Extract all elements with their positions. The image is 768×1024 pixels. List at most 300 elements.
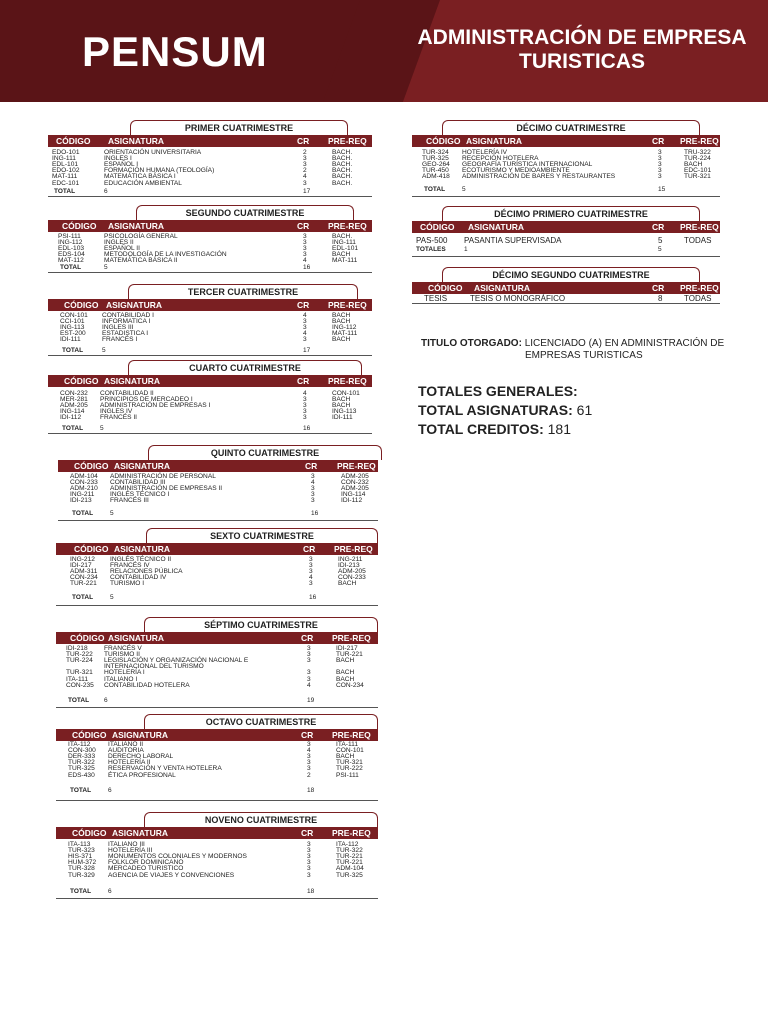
column-header-prereq: PRE-REQ: [680, 222, 719, 232]
cell-prereq: BACH: [332, 318, 351, 326]
column-header-prereq: PRE-REQ: [328, 300, 367, 310]
cell-subject: FORMACIÓN HUMANA (TEOLOGÍA): [104, 167, 215, 175]
column-header-code: CÓDIGO: [64, 376, 99, 386]
cell-code: ADM-205: [60, 402, 88, 410]
cell-prereq: TUR-221: [336, 853, 363, 861]
cell-prereq: ADM-205: [341, 473, 369, 480]
cell-cr: 3: [303, 318, 307, 326]
column-header-code: CÓDIGO: [64, 300, 99, 310]
column-header-cr: CR: [301, 730, 314, 740]
cell-code: IDI-112: [60, 414, 82, 422]
block-bottom-line: [412, 256, 720, 257]
total-credits: 17: [303, 347, 311, 354]
semester-title: DÉCIMO PRIMERO CUATRIMESTRE: [442, 206, 700, 221]
cell-code: ITA-112: [68, 741, 91, 748]
block-bottom-line: [56, 898, 378, 899]
cell-code: ING-113: [60, 324, 85, 332]
semester-title: TERCER CUATRIMESTRE: [128, 284, 358, 299]
cell-subject: FRANCÉS V: [104, 645, 142, 652]
total-count: 6: [104, 188, 108, 195]
page-title: PENSUM: [82, 28, 268, 75]
table-header: [56, 729, 378, 741]
cell-cr: 3: [303, 239, 307, 247]
table-header: [412, 221, 720, 233]
cell-subject: HOTELERÍA II: [108, 759, 151, 767]
cell-code: HIS-371: [68, 853, 93, 861]
cell-subject: FRANCÉS II: [100, 414, 138, 422]
total-label: TOTAL: [54, 188, 76, 195]
cell-cr: 4: [311, 479, 315, 487]
total-label: TOTAL: [70, 888, 92, 895]
cell-subject: ADMINISTRACIÓN DE EMPRESAS I: [100, 402, 211, 410]
cell-code: TUR-224: [66, 657, 93, 665]
cell-cr: 3: [307, 847, 311, 855]
program-title: ADMINISTRACIÓN DE EMPRESA TURISTICAS: [417, 26, 747, 73]
column-header-prereq: PRE-REQ: [328, 221, 367, 231]
cell-prereq: ING-112: [332, 324, 357, 332]
cell-cr: 3: [307, 841, 311, 848]
cell-cr: 4: [309, 574, 313, 582]
table-header: [412, 135, 720, 147]
cell-prereq: BACH.: [332, 179, 353, 187]
semester-title: PRIMER CUATRIMESTRE: [130, 120, 348, 135]
cell-cr: 3: [307, 669, 311, 677]
block-bottom-line: [56, 605, 378, 606]
cell-prereq: BACH.: [332, 173, 353, 181]
cell-prereq: IDI-112: [341, 497, 363, 505]
cell-prereq: MAT-111: [332, 330, 358, 338]
table-header: [412, 282, 720, 294]
column-header-cr: CR: [297, 221, 310, 231]
cell-code: EDO-101: [52, 149, 80, 156]
cell-prereq: IDI-213: [338, 562, 360, 570]
block-bottom-line: [48, 433, 372, 434]
general-totals: [418, 382, 592, 439]
cell-prereq: BACH: [336, 657, 355, 665]
cell-subject: TESIS O MONOGRÁFICO: [470, 294, 566, 303]
block-bottom-line: [58, 520, 378, 521]
table-header: [48, 375, 372, 387]
cell-code: EDL-103: [58, 245, 85, 253]
total-label: TOTAL: [72, 594, 94, 601]
cell-code: TUR-324: [422, 149, 449, 156]
cell-subject: FOLKLOR DOMINICANO: [108, 859, 184, 867]
cell-subject: MATEMÁTICA BÁSICA II: [104, 257, 178, 265]
cell-code: MAT-112: [58, 257, 84, 265]
cell-cr: 4: [303, 390, 307, 397]
cell-subject: INGLES II: [104, 239, 134, 247]
cell-prereq: BACH: [336, 675, 355, 683]
cell-code: TESIS: [424, 294, 448, 303]
cell-code: TUR-323: [68, 847, 95, 855]
cell-code: ING-111: [52, 155, 76, 163]
column-header-prereq: PRE-REQ: [332, 730, 371, 740]
cell-prereq: CON-101: [336, 747, 364, 755]
total-credits-label: TOTAL CREDITOS:: [418, 421, 544, 437]
cell-prereq: CON-234: [336, 681, 364, 689]
cell-cr: 3: [303, 161, 307, 169]
total-label: TOTAL: [72, 510, 94, 517]
cell-prereq: TUR-325: [336, 871, 363, 879]
semester-title: SÉPTIMO CUATRIMESTRE: [144, 617, 378, 632]
cell-cr: 3: [309, 568, 313, 576]
cell-cr: 5: [658, 236, 663, 245]
column-header-subject: ASIGNATURA: [104, 376, 161, 386]
cell-code: IDI-217: [70, 562, 92, 570]
cell-prereq: ADM-205: [338, 568, 366, 576]
cell-subject: TURISMO I: [110, 580, 145, 588]
cell-subject: INGLES IV: [100, 408, 133, 416]
cell-cr: 3: [303, 336, 307, 344]
column-header-cr: CR: [301, 828, 314, 838]
total-label: TOTALES: [416, 246, 446, 253]
cell-subject: INGLES III: [102, 324, 134, 332]
cell-prereq: ITA-111: [336, 741, 358, 748]
total-credits: 16: [311, 510, 319, 517]
table-header: [56, 543, 378, 555]
total-count: 5: [110, 594, 114, 601]
column-header-subject: ASIGNATURA: [108, 136, 165, 146]
cell-cr: 3: [307, 741, 311, 748]
cell-code: ADM-210: [70, 485, 98, 493]
cell-code: EDS-430: [68, 771, 95, 779]
column-header-code: CÓDIGO: [428, 283, 463, 293]
cell-prereq: IDI-111: [332, 414, 353, 422]
column-header-code: CÓDIGO: [56, 136, 91, 146]
cell-prereq: TODAS: [684, 236, 712, 245]
cell-subject: AGENCIA DE VIAJES Y CONVENCIONES: [108, 871, 235, 879]
cell-code: ING-114: [60, 408, 85, 416]
cell-prereq: BACH: [332, 312, 351, 319]
cell-code: EST-200: [60, 330, 86, 338]
cell-cr: 3: [307, 765, 311, 773]
cell-code: ING-112: [58, 239, 83, 247]
column-header-cr: CR: [301, 633, 314, 643]
cell-prereq: BACH.: [332, 161, 353, 169]
cell-cr: 3: [307, 753, 311, 761]
cell-prereq: BACH: [338, 580, 357, 588]
cell-subject: ÉTICA PROFESIONAL: [108, 771, 176, 779]
cell-subject: HOTELERÍA III: [108, 847, 153, 855]
block-bottom-line: [412, 303, 720, 304]
cell-cr: 3: [307, 657, 311, 665]
table-header: [48, 135, 372, 147]
cell-cr: 3: [303, 402, 307, 410]
column-header-cr: CR: [297, 136, 310, 146]
cell-subject: ESPAÑOL I: [104, 161, 139, 169]
cell-cr: 3: [309, 556, 313, 563]
cell-subject: AUDITORIA: [108, 747, 144, 755]
cell-subject: ADMINISTRACIÓN DE PERSONAL: [110, 473, 216, 480]
cell-cr: 3: [303, 233, 307, 240]
total-count: 6: [104, 697, 108, 704]
cell-prereq: BACH.: [332, 233, 353, 240]
cell-prereq: MAT-111: [332, 257, 358, 265]
cell-subject: FRANCÉS III: [110, 497, 149, 505]
cell-subject: ESPAÑOL II: [104, 245, 140, 253]
cell-prereq: ING-113: [332, 408, 357, 416]
cell-cr: 3: [311, 485, 315, 493]
column-header-cr: CR: [305, 461, 318, 471]
semester-title: CUARTO CUATRIMESTRE: [128, 360, 362, 375]
cell-prereq: ITA-112: [336, 841, 359, 848]
semester-title: SEXTO CUATRIMESTRE: [146, 528, 378, 543]
cell-code: TUR-325: [68, 765, 95, 773]
cell-prereq: ING-111: [332, 239, 356, 247]
cell-code: CCI-101: [60, 318, 85, 326]
column-header-code: CÓDIGO: [70, 633, 105, 643]
cell-subject: HOTELERÍA I: [104, 669, 145, 677]
cell-cr: 2: [303, 167, 307, 175]
cell-cr: 3: [658, 161, 662, 169]
cell-subject: HOTELERÍA IV: [462, 149, 508, 156]
total-credits: 17: [303, 188, 311, 195]
cell-code: ING-212: [70, 556, 95, 563]
total-credits: 16: [309, 594, 317, 601]
cell-cr: 3: [303, 251, 307, 259]
column-header-code: CÓDIGO: [426, 136, 461, 146]
page-header: [0, 0, 768, 102]
cell-subject: INGLES I: [104, 155, 132, 163]
cell-prereq: TODAS: [684, 294, 712, 303]
cell-prereq: TUR-222: [336, 765, 363, 773]
cell-prereq: ADM-104: [336, 865, 364, 873]
column-header-subject: ASIGNATURA: [114, 461, 171, 471]
cell-prereq: CON-232: [341, 479, 369, 487]
cell-subject: DERECHO LABORAL: [108, 753, 174, 761]
total-subjects-label: TOTAL ASIGNATURAS:: [418, 402, 573, 418]
cell-subject: TURISMO II: [104, 651, 140, 659]
cell-prereq: PSI-111: [336, 771, 359, 779]
cell-prereq: TUR-221: [336, 651, 363, 659]
cell-prereq: TRU-322: [684, 149, 711, 156]
cell-code: PAS-500: [416, 236, 448, 245]
column-header-prereq: PRE-REQ: [680, 136, 719, 146]
cell-cr: 3: [311, 491, 315, 499]
column-header-code: CÓDIGO: [72, 730, 107, 740]
total-count: 5: [102, 347, 106, 354]
cell-subject: PSICOLOGÍA GENERAL: [104, 233, 178, 240]
cell-code: TUR-328: [68, 865, 95, 873]
column-header-cr: CR: [652, 283, 665, 293]
cell-code: TUR-322: [68, 759, 95, 767]
column-header-subject: ASIGNATURA: [108, 633, 165, 643]
cell-subject: INFORMATICA I: [102, 318, 151, 326]
cell-code: IDI-111: [60, 336, 81, 344]
cell-code: CON-101: [60, 312, 88, 319]
total-label: TOTAL: [70, 787, 92, 794]
cell-subject: ITALIANO III: [108, 841, 145, 848]
table-header: [58, 460, 378, 472]
table-header: [56, 827, 378, 839]
cell-subject: CONTABILIDAD I: [102, 312, 154, 319]
column-header-prereq: PRE-REQ: [334, 544, 373, 554]
cell-subject: ADMINISTRACIÓN DE EMPRESAS II: [110, 485, 223, 493]
total-label: TOTAL: [424, 186, 446, 193]
cell-code: TUR-325: [422, 155, 449, 163]
cell-cr: 4: [307, 747, 311, 755]
cell-subject: INTERNACIONAL DEL TURISMO: [104, 663, 204, 671]
cell-subject: ITALIANO II: [108, 741, 144, 748]
cell-code: TUR-221: [70, 580, 97, 588]
total-label: TOTAL: [60, 264, 82, 271]
degree-line1: LICENCIADO (A) EN ADMINISTRACIÓN DE: [524, 338, 725, 349]
cell-cr: 3: [307, 853, 311, 861]
column-header-subject: ASIGNATURA: [114, 544, 171, 554]
column-header-code: CÓDIGO: [74, 544, 109, 554]
cell-cr: 3: [309, 562, 313, 570]
cell-subject: PASANTIA SUPERVISADA: [464, 236, 562, 245]
cell-subject: METODOLOGÍA DE LA INVESTIGACIÓN: [104, 251, 227, 259]
cell-prereq: BACH: [336, 669, 355, 677]
cell-cr: 3: [303, 414, 307, 422]
cell-subject: INGLÉS TÉCNICO II: [110, 556, 172, 563]
cell-subject: RESERVACIÓN Y VENTA HOTELERA: [108, 765, 222, 773]
cell-prereq: BACH: [332, 396, 351, 404]
semester-title: QUINTO CUATRIMESTRE: [148, 445, 382, 460]
cell-subject: FRANCÉS IV: [110, 562, 150, 570]
cell-code: EDO-102: [52, 167, 80, 175]
cell-cr: 3: [303, 408, 307, 416]
cell-subject: ESTADISTICA I: [102, 330, 149, 338]
total-credits: 5: [658, 246, 662, 253]
column-header-subject: ASIGNATURA: [474, 283, 531, 293]
cell-code: HUM-372: [68, 859, 97, 867]
cell-code: DER-333: [68, 753, 96, 761]
cell-code: ADM-104: [70, 473, 98, 480]
column-header-cr: CR: [297, 300, 310, 310]
cell-code: PSI-111: [58, 233, 81, 240]
cell-code: TUR-450: [422, 167, 449, 175]
cell-code: ADM-418: [422, 173, 450, 181]
total-credits: 18: [307, 888, 315, 895]
cell-code: EDL-101: [52, 161, 79, 169]
cell-subject: ITALIANO I: [104, 675, 138, 683]
total-count: 6: [108, 888, 112, 895]
cell-cr: 4: [303, 312, 307, 319]
column-header-subject: ASIGNATURA: [106, 300, 163, 310]
cell-prereq: EDL-101: [332, 245, 359, 253]
cell-subject: ORIENTACIÓN UNIVERSITARIA: [104, 149, 202, 156]
column-header-subject: ASIGNATURA: [466, 136, 523, 146]
column-header-subject: ASIGNATURA: [112, 730, 169, 740]
total-credits: 16: [303, 264, 311, 271]
degree-line2: EMPRESAS TURISTICAS: [525, 350, 643, 361]
cell-subject: FRANCÉS I: [102, 336, 138, 344]
cell-cr: 3: [658, 149, 662, 156]
cell-cr: 3: [311, 473, 315, 480]
cell-prereq: TUR-321: [336, 759, 363, 767]
total-label: TOTAL: [62, 347, 84, 354]
cell-code: EDC-101: [52, 179, 80, 187]
cell-cr: 3: [658, 167, 662, 175]
column-header-prereq: PRE-REQ: [328, 136, 367, 146]
semester-title: DÉCIMO SEGUNDO CUATRIMESTRE: [442, 267, 700, 282]
cell-code: TUR-321: [66, 669, 93, 677]
column-header-cr: CR: [652, 136, 665, 146]
cell-prereq: ING-114: [341, 491, 366, 499]
cell-code: CON-234: [70, 574, 98, 582]
column-header-cr: CR: [652, 222, 665, 232]
cell-cr: 3: [307, 645, 311, 652]
total-subjects-value: 61: [576, 402, 593, 418]
cell-subject: CONTABILIDAD II: [100, 390, 154, 397]
cell-subject: CONTABILIDAD III: [110, 479, 166, 487]
block-bottom-line: [48, 196, 372, 197]
cell-cr: 2: [307, 771, 311, 779]
cell-cr: 4: [303, 330, 307, 338]
column-header-prereq: PRE-REQ: [332, 633, 371, 643]
table-header: [48, 220, 372, 232]
cell-prereq: BACH: [336, 753, 355, 761]
block-bottom-line: [48, 272, 372, 273]
cell-subject: MERCADEO TURISTICO: [108, 865, 184, 873]
cell-subject: INGLÉS TÉCNICO I: [110, 491, 170, 499]
cell-code: ITA-113: [68, 841, 91, 848]
cell-code: CON-232: [60, 390, 88, 397]
cell-code: MAT-111: [52, 173, 78, 181]
cell-prereq: BACH.: [332, 167, 353, 175]
cell-prereq: BACH: [332, 402, 351, 410]
cell-cr: 3: [307, 871, 311, 879]
cell-prereq: BACH: [332, 251, 351, 259]
cell-cr: 3: [303, 324, 307, 332]
table-header: [56, 632, 378, 644]
cell-subject: MATEMÁTICA BÁSICA I: [104, 173, 176, 181]
table-header: [48, 299, 372, 311]
total-credits: 19: [307, 697, 315, 704]
column-header-prereq: PRE-REQ: [328, 376, 367, 386]
cell-cr: 3: [309, 580, 313, 588]
cell-prereq: ADM-205: [341, 485, 369, 493]
column-header-cr: CR: [303, 544, 316, 554]
cell-cr: 3: [303, 245, 307, 253]
column-header-code: CÓDIGO: [62, 221, 97, 231]
cell-cr: 4: [303, 173, 307, 181]
semester-title: NOVENO CUATRIMESTRE: [144, 812, 378, 827]
cell-prereq: EDC-101: [684, 167, 712, 175]
cell-cr: 3: [303, 155, 307, 163]
column-header-prereq: PRE-REQ: [332, 828, 371, 838]
cell-prereq: TUR-221: [336, 859, 363, 867]
cell-cr: 2: [303, 149, 307, 156]
cell-code: ING-211: [70, 491, 95, 499]
cell-prereq: IDI-217: [336, 645, 358, 652]
column-header-code: CÓDIGO: [420, 222, 455, 232]
block-bottom-line: [56, 707, 378, 708]
semester-title: DÉCIMO CUATRIMESTRE: [442, 120, 700, 135]
cell-subject: RELACIONES PÚBLICA: [110, 568, 183, 576]
cell-subject: CONTABILIDAD HOTELERA: [104, 681, 190, 689]
cell-cr: 3: [307, 675, 311, 683]
cell-cr: 3: [303, 396, 307, 404]
cell-cr: 4: [303, 257, 307, 265]
block-bottom-line: [48, 355, 372, 356]
total-label: TOTAL: [62, 425, 84, 432]
cell-code: ITA-111: [66, 675, 88, 683]
cell-prereq: BACH: [684, 161, 703, 169]
cell-cr: 3: [658, 155, 662, 163]
totals-heading: TOTALES GENERALES:: [418, 383, 578, 399]
cell-cr: 3: [307, 865, 311, 873]
column-header-prereq: PRE-REQ: [337, 461, 376, 471]
cell-code: IDI-213: [70, 497, 92, 505]
cell-prereq: TUR-322: [336, 847, 363, 855]
column-header-subject: ASIGNATURA: [112, 828, 169, 838]
cell-cr: 4: [307, 681, 311, 689]
cell-prereq: CON-233: [338, 574, 366, 582]
cell-code: TUR-329: [68, 871, 95, 879]
